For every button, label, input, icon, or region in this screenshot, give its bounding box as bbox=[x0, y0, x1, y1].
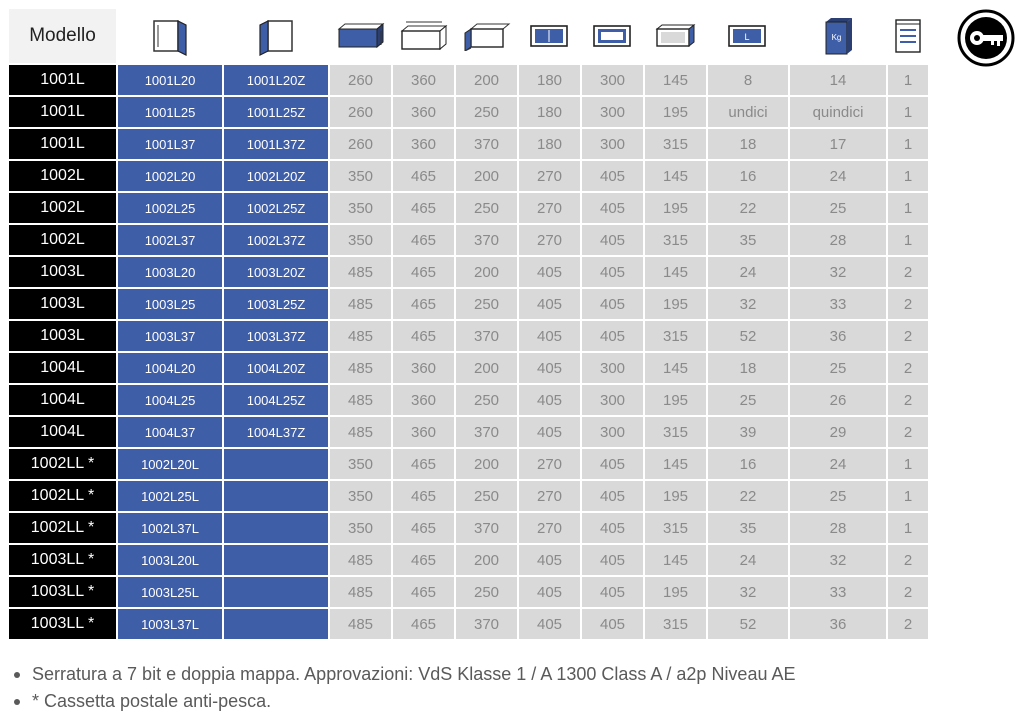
volume-liters-icon bbox=[708, 9, 788, 63]
code-z-cell bbox=[224, 513, 328, 543]
value-cell: quindici bbox=[790, 97, 886, 127]
code-cell: 1001L25 bbox=[118, 97, 222, 127]
model-cell: 1003LL * bbox=[9, 609, 116, 639]
value-cell: 485 bbox=[330, 321, 391, 351]
code-cell: 1004L20 bbox=[118, 353, 222, 383]
value-cell: 16 bbox=[708, 449, 788, 479]
value-cell: 465 bbox=[393, 481, 454, 511]
value-cell: 405 bbox=[519, 257, 580, 287]
value-cell: 25 bbox=[790, 353, 886, 383]
code-cell: 1002L37L bbox=[118, 513, 222, 543]
value-cell: 195 bbox=[645, 481, 706, 511]
value-cell: 485 bbox=[330, 417, 391, 447]
value-cell: 24 bbox=[790, 449, 886, 479]
code-z-cell: 1002L20Z bbox=[224, 161, 328, 191]
value-cell: 405 bbox=[519, 289, 580, 319]
value-cell: 485 bbox=[330, 545, 391, 575]
value-cell: 2 bbox=[888, 321, 928, 351]
value-cell: 315 bbox=[645, 513, 706, 543]
value-cell: 250 bbox=[456, 97, 517, 127]
value-cell: 360 bbox=[393, 65, 454, 95]
value-cell: 485 bbox=[330, 385, 391, 415]
value-cell: 485 bbox=[330, 353, 391, 383]
value-cell: 465 bbox=[393, 513, 454, 543]
value-cell: 350 bbox=[330, 481, 391, 511]
value-cell: 32 bbox=[708, 289, 788, 319]
value-cell: 2 bbox=[888, 289, 928, 319]
value-cell: 39 bbox=[708, 417, 788, 447]
value-cell: 370 bbox=[456, 129, 517, 159]
value-cell: 1 bbox=[888, 225, 928, 255]
value-cell: 405 bbox=[582, 481, 643, 511]
value-cell: 315 bbox=[645, 417, 706, 447]
value-cell: 405 bbox=[582, 513, 643, 543]
value-cell: 465 bbox=[393, 225, 454, 255]
value-cell: 18 bbox=[708, 353, 788, 383]
value-cell: 300 bbox=[582, 385, 643, 415]
value-cell: 250 bbox=[456, 385, 517, 415]
note-text: Serratura a 7 bit e doppia mappa. Approvazioni: VdS Klasse 1 / A 1300 Class A / a2p Niveau AE bbox=[32, 664, 796, 684]
value-cell: 26 bbox=[790, 385, 886, 415]
value-cell: 370 bbox=[456, 609, 517, 639]
value-cell: 405 bbox=[582, 257, 643, 287]
value-cell: 195 bbox=[645, 385, 706, 415]
value-cell: 52 bbox=[708, 321, 788, 351]
value-cell: 145 bbox=[645, 161, 706, 191]
value-cell: 1 bbox=[888, 97, 928, 127]
value-cell: 350 bbox=[330, 161, 391, 191]
outer-height-icon bbox=[330, 9, 391, 63]
value-cell: 300 bbox=[582, 65, 643, 95]
value-cell: 25 bbox=[790, 193, 886, 223]
value-cell: 485 bbox=[330, 609, 391, 639]
inner-depth-icon bbox=[645, 9, 706, 63]
outer-depth-icon bbox=[456, 9, 517, 63]
value-cell: 200 bbox=[456, 353, 517, 383]
value-cell: 32 bbox=[790, 257, 886, 287]
value-cell: 32 bbox=[790, 545, 886, 575]
model-cell: 1002LL * bbox=[9, 481, 116, 511]
value-cell: 2 bbox=[888, 545, 928, 575]
code-cell: 1003L37L bbox=[118, 609, 222, 639]
model-cell: 1002L bbox=[9, 193, 116, 223]
value-cell: 250 bbox=[456, 289, 517, 319]
value-cell: 465 bbox=[393, 577, 454, 607]
model-cell: 1004L bbox=[9, 353, 116, 383]
value-cell: 24 bbox=[790, 161, 886, 191]
model-cell: 1003LL * bbox=[9, 545, 116, 575]
code-z-cell bbox=[224, 481, 328, 511]
value-cell: 18 bbox=[708, 129, 788, 159]
value-cell: undici bbox=[708, 97, 788, 127]
note-item bbox=[14, 664, 796, 685]
value-cell: 360 bbox=[393, 353, 454, 383]
value-cell: 405 bbox=[519, 321, 580, 351]
value-cell: 250 bbox=[456, 577, 517, 607]
value-cell: 1 bbox=[888, 193, 928, 223]
model-cell: 1003LL * bbox=[9, 577, 116, 607]
value-cell: 28 bbox=[790, 225, 886, 255]
value-cell: 405 bbox=[519, 577, 580, 607]
value-cell: 405 bbox=[582, 449, 643, 479]
value-cell: 28 bbox=[790, 513, 886, 543]
value-cell: 1 bbox=[888, 161, 928, 191]
note-item bbox=[14, 691, 796, 712]
code-cell: 1003L20L bbox=[118, 545, 222, 575]
value-cell: 24 bbox=[708, 545, 788, 575]
value-cell: 195 bbox=[645, 193, 706, 223]
code-cell: 1001L20 bbox=[118, 65, 222, 95]
value-cell: 360 bbox=[393, 385, 454, 415]
value-cell: 1 bbox=[888, 481, 928, 511]
safe-open-right-door-icon bbox=[118, 9, 222, 63]
value-cell: 22 bbox=[708, 481, 788, 511]
model-cell: 1002LL * bbox=[9, 513, 116, 543]
value-cell: 36 bbox=[790, 321, 886, 351]
value-cell: 485 bbox=[330, 257, 391, 287]
code-z-cell: 1001L25Z bbox=[224, 97, 328, 127]
value-cell: 25 bbox=[708, 385, 788, 415]
outer-width-icon bbox=[393, 9, 454, 63]
value-cell: 405 bbox=[519, 385, 580, 415]
code-cell: 1003L25L bbox=[118, 577, 222, 607]
weight-kg-icon bbox=[790, 9, 886, 63]
value-cell: 315 bbox=[645, 225, 706, 255]
code-cell: 1002L37 bbox=[118, 225, 222, 255]
code-cell: 1002L25L bbox=[118, 481, 222, 511]
value-cell: 195 bbox=[645, 577, 706, 607]
weight-icon-label: Kg bbox=[831, 33, 842, 42]
value-cell: 405 bbox=[582, 225, 643, 255]
value-cell: 24 bbox=[708, 257, 788, 287]
value-cell: 405 bbox=[519, 609, 580, 639]
code-cell: 1004L25 bbox=[118, 385, 222, 415]
value-cell: 25 bbox=[790, 481, 886, 511]
value-cell: 200 bbox=[456, 161, 517, 191]
model-cell: 1004L bbox=[9, 417, 116, 447]
value-cell: 370 bbox=[456, 417, 517, 447]
value-cell: 1 bbox=[888, 65, 928, 95]
value-cell: 33 bbox=[790, 289, 886, 319]
code-z-cell bbox=[224, 609, 328, 639]
value-cell: 465 bbox=[393, 449, 454, 479]
value-cell: 405 bbox=[582, 289, 643, 319]
model-cell: 1003L bbox=[9, 289, 116, 319]
code-z-cell: 1002L37Z bbox=[224, 225, 328, 255]
inner-height-icon bbox=[519, 9, 580, 63]
model-cell: 1001L bbox=[9, 97, 116, 127]
code-z-cell: 1004L20Z bbox=[224, 353, 328, 383]
value-cell: 270 bbox=[519, 481, 580, 511]
value-cell: 195 bbox=[645, 97, 706, 127]
code-z-cell: 1003L20Z bbox=[224, 257, 328, 287]
code-z-cell bbox=[224, 545, 328, 575]
bullet-icon bbox=[14, 699, 20, 705]
value-cell: 2 bbox=[888, 257, 928, 287]
code-cell: 1002L20L bbox=[118, 449, 222, 479]
value-cell: 350 bbox=[330, 513, 391, 543]
value-cell: 370 bbox=[456, 321, 517, 351]
value-cell: 465 bbox=[393, 321, 454, 351]
value-cell: 52 bbox=[708, 609, 788, 639]
value-cell: 2 bbox=[888, 385, 928, 415]
value-cell: 195 bbox=[645, 289, 706, 319]
code-cell: 1004L37 bbox=[118, 417, 222, 447]
bullet-icon bbox=[14, 672, 20, 678]
value-cell: 300 bbox=[582, 353, 643, 383]
value-cell: 270 bbox=[519, 513, 580, 543]
value-cell: 145 bbox=[645, 65, 706, 95]
value-cell: 1 bbox=[888, 513, 928, 543]
code-z-cell: 1003L25Z bbox=[224, 289, 328, 319]
note-text: * Cassetta postale anti-pesca. bbox=[32, 691, 272, 711]
value-cell: 180 bbox=[519, 129, 580, 159]
value-cell: 22 bbox=[708, 193, 788, 223]
value-cell: 360 bbox=[393, 129, 454, 159]
value-cell: 33 bbox=[790, 577, 886, 607]
value-cell: 350 bbox=[330, 225, 391, 255]
value-cell: 370 bbox=[456, 225, 517, 255]
value-cell: 485 bbox=[330, 577, 391, 607]
value-cell: 270 bbox=[519, 161, 580, 191]
value-cell: 200 bbox=[456, 257, 517, 287]
value-cell: 35 bbox=[708, 513, 788, 543]
value-cell: 350 bbox=[330, 193, 391, 223]
value-cell: 29 bbox=[790, 417, 886, 447]
code-cell: 1002L20 bbox=[118, 161, 222, 191]
value-cell: 270 bbox=[519, 449, 580, 479]
code-cell: 1001L37 bbox=[118, 129, 222, 159]
value-cell: 405 bbox=[582, 577, 643, 607]
value-cell: 315 bbox=[645, 129, 706, 159]
shelves-icon bbox=[888, 9, 928, 63]
model-cell: 1004L bbox=[9, 385, 116, 415]
value-cell: 465 bbox=[393, 161, 454, 191]
value-cell: 465 bbox=[393, 193, 454, 223]
value-cell: 270 bbox=[519, 193, 580, 223]
code-cell: 1003L37 bbox=[118, 321, 222, 351]
value-cell: 405 bbox=[519, 545, 580, 575]
value-cell: 405 bbox=[582, 161, 643, 191]
value-cell: 300 bbox=[582, 97, 643, 127]
code-z-cell: 1004L25Z bbox=[224, 385, 328, 415]
value-cell: 2 bbox=[888, 577, 928, 607]
code-z-cell: 1003L37Z bbox=[224, 321, 328, 351]
value-cell: 465 bbox=[393, 609, 454, 639]
value-cell: 1 bbox=[888, 129, 928, 159]
value-cell: 180 bbox=[519, 97, 580, 127]
code-z-cell bbox=[224, 577, 328, 607]
value-cell: 200 bbox=[456, 449, 517, 479]
value-cell: 14 bbox=[790, 65, 886, 95]
value-cell: 200 bbox=[456, 65, 517, 95]
model-cell: 1002LL * bbox=[9, 449, 116, 479]
value-cell: 145 bbox=[645, 257, 706, 287]
value-cell: 405 bbox=[519, 353, 580, 383]
value-cell: 1 bbox=[888, 449, 928, 479]
value-cell: 485 bbox=[330, 289, 391, 319]
value-cell: 405 bbox=[582, 545, 643, 575]
code-cell: 1002L25 bbox=[118, 193, 222, 223]
key-lock-badge-icon bbox=[957, 9, 1015, 67]
model-cell: 1002L bbox=[9, 225, 116, 255]
model-cell: 1001L bbox=[9, 65, 116, 95]
value-cell: 35 bbox=[708, 225, 788, 255]
volume-icon-label: L bbox=[744, 32, 750, 42]
value-cell: 350 bbox=[330, 449, 391, 479]
model-cell: 1003L bbox=[9, 321, 116, 351]
value-cell: 315 bbox=[645, 609, 706, 639]
value-cell: 145 bbox=[645, 449, 706, 479]
product-spec-table bbox=[9, 9, 928, 639]
model-cell: 1003L bbox=[9, 257, 116, 287]
value-cell: 8 bbox=[708, 65, 788, 95]
code-z-cell: 1004L37Z bbox=[224, 417, 328, 447]
model-cell: 1002L bbox=[9, 161, 116, 191]
value-cell: 17 bbox=[790, 129, 886, 159]
value-cell: 2 bbox=[888, 417, 928, 447]
value-cell: 405 bbox=[582, 609, 643, 639]
value-cell: 2 bbox=[888, 353, 928, 383]
value-cell: 180 bbox=[519, 65, 580, 95]
value-cell: 16 bbox=[708, 161, 788, 191]
value-cell: 2 bbox=[888, 609, 928, 639]
value-cell: 270 bbox=[519, 225, 580, 255]
value-cell: 36 bbox=[790, 609, 886, 639]
value-cell: 145 bbox=[645, 353, 706, 383]
value-cell: 300 bbox=[582, 129, 643, 159]
code-cell: 1003L20 bbox=[118, 257, 222, 287]
value-cell: 260 bbox=[330, 65, 391, 95]
value-cell: 315 bbox=[645, 321, 706, 351]
value-cell: 360 bbox=[393, 417, 454, 447]
value-cell: 250 bbox=[456, 193, 517, 223]
value-cell: 200 bbox=[456, 545, 517, 575]
notes-list bbox=[14, 664, 796, 718]
value-cell: 360 bbox=[393, 97, 454, 127]
value-cell: 260 bbox=[330, 97, 391, 127]
model-column-header: Modello bbox=[9, 9, 116, 63]
value-cell: 370 bbox=[456, 513, 517, 543]
inner-width-icon bbox=[582, 9, 643, 63]
value-cell: 405 bbox=[582, 321, 643, 351]
value-cell: 405 bbox=[519, 417, 580, 447]
value-cell: 260 bbox=[330, 129, 391, 159]
value-cell: 465 bbox=[393, 545, 454, 575]
model-cell: 1001L bbox=[9, 129, 116, 159]
code-z-cell: 1002L25Z bbox=[224, 193, 328, 223]
code-z-cell: 1001L20Z bbox=[224, 65, 328, 95]
value-cell: 405 bbox=[582, 193, 643, 223]
value-cell: 300 bbox=[582, 417, 643, 447]
value-cell: 465 bbox=[393, 289, 454, 319]
safe-open-left-door-icon bbox=[224, 9, 328, 63]
value-cell: 145 bbox=[645, 545, 706, 575]
code-cell: 1003L25 bbox=[118, 289, 222, 319]
code-z-cell: 1001L37Z bbox=[224, 129, 328, 159]
code-z-cell bbox=[224, 449, 328, 479]
value-cell: 465 bbox=[393, 257, 454, 287]
value-cell: 32 bbox=[708, 577, 788, 607]
value-cell: 250 bbox=[456, 481, 517, 511]
